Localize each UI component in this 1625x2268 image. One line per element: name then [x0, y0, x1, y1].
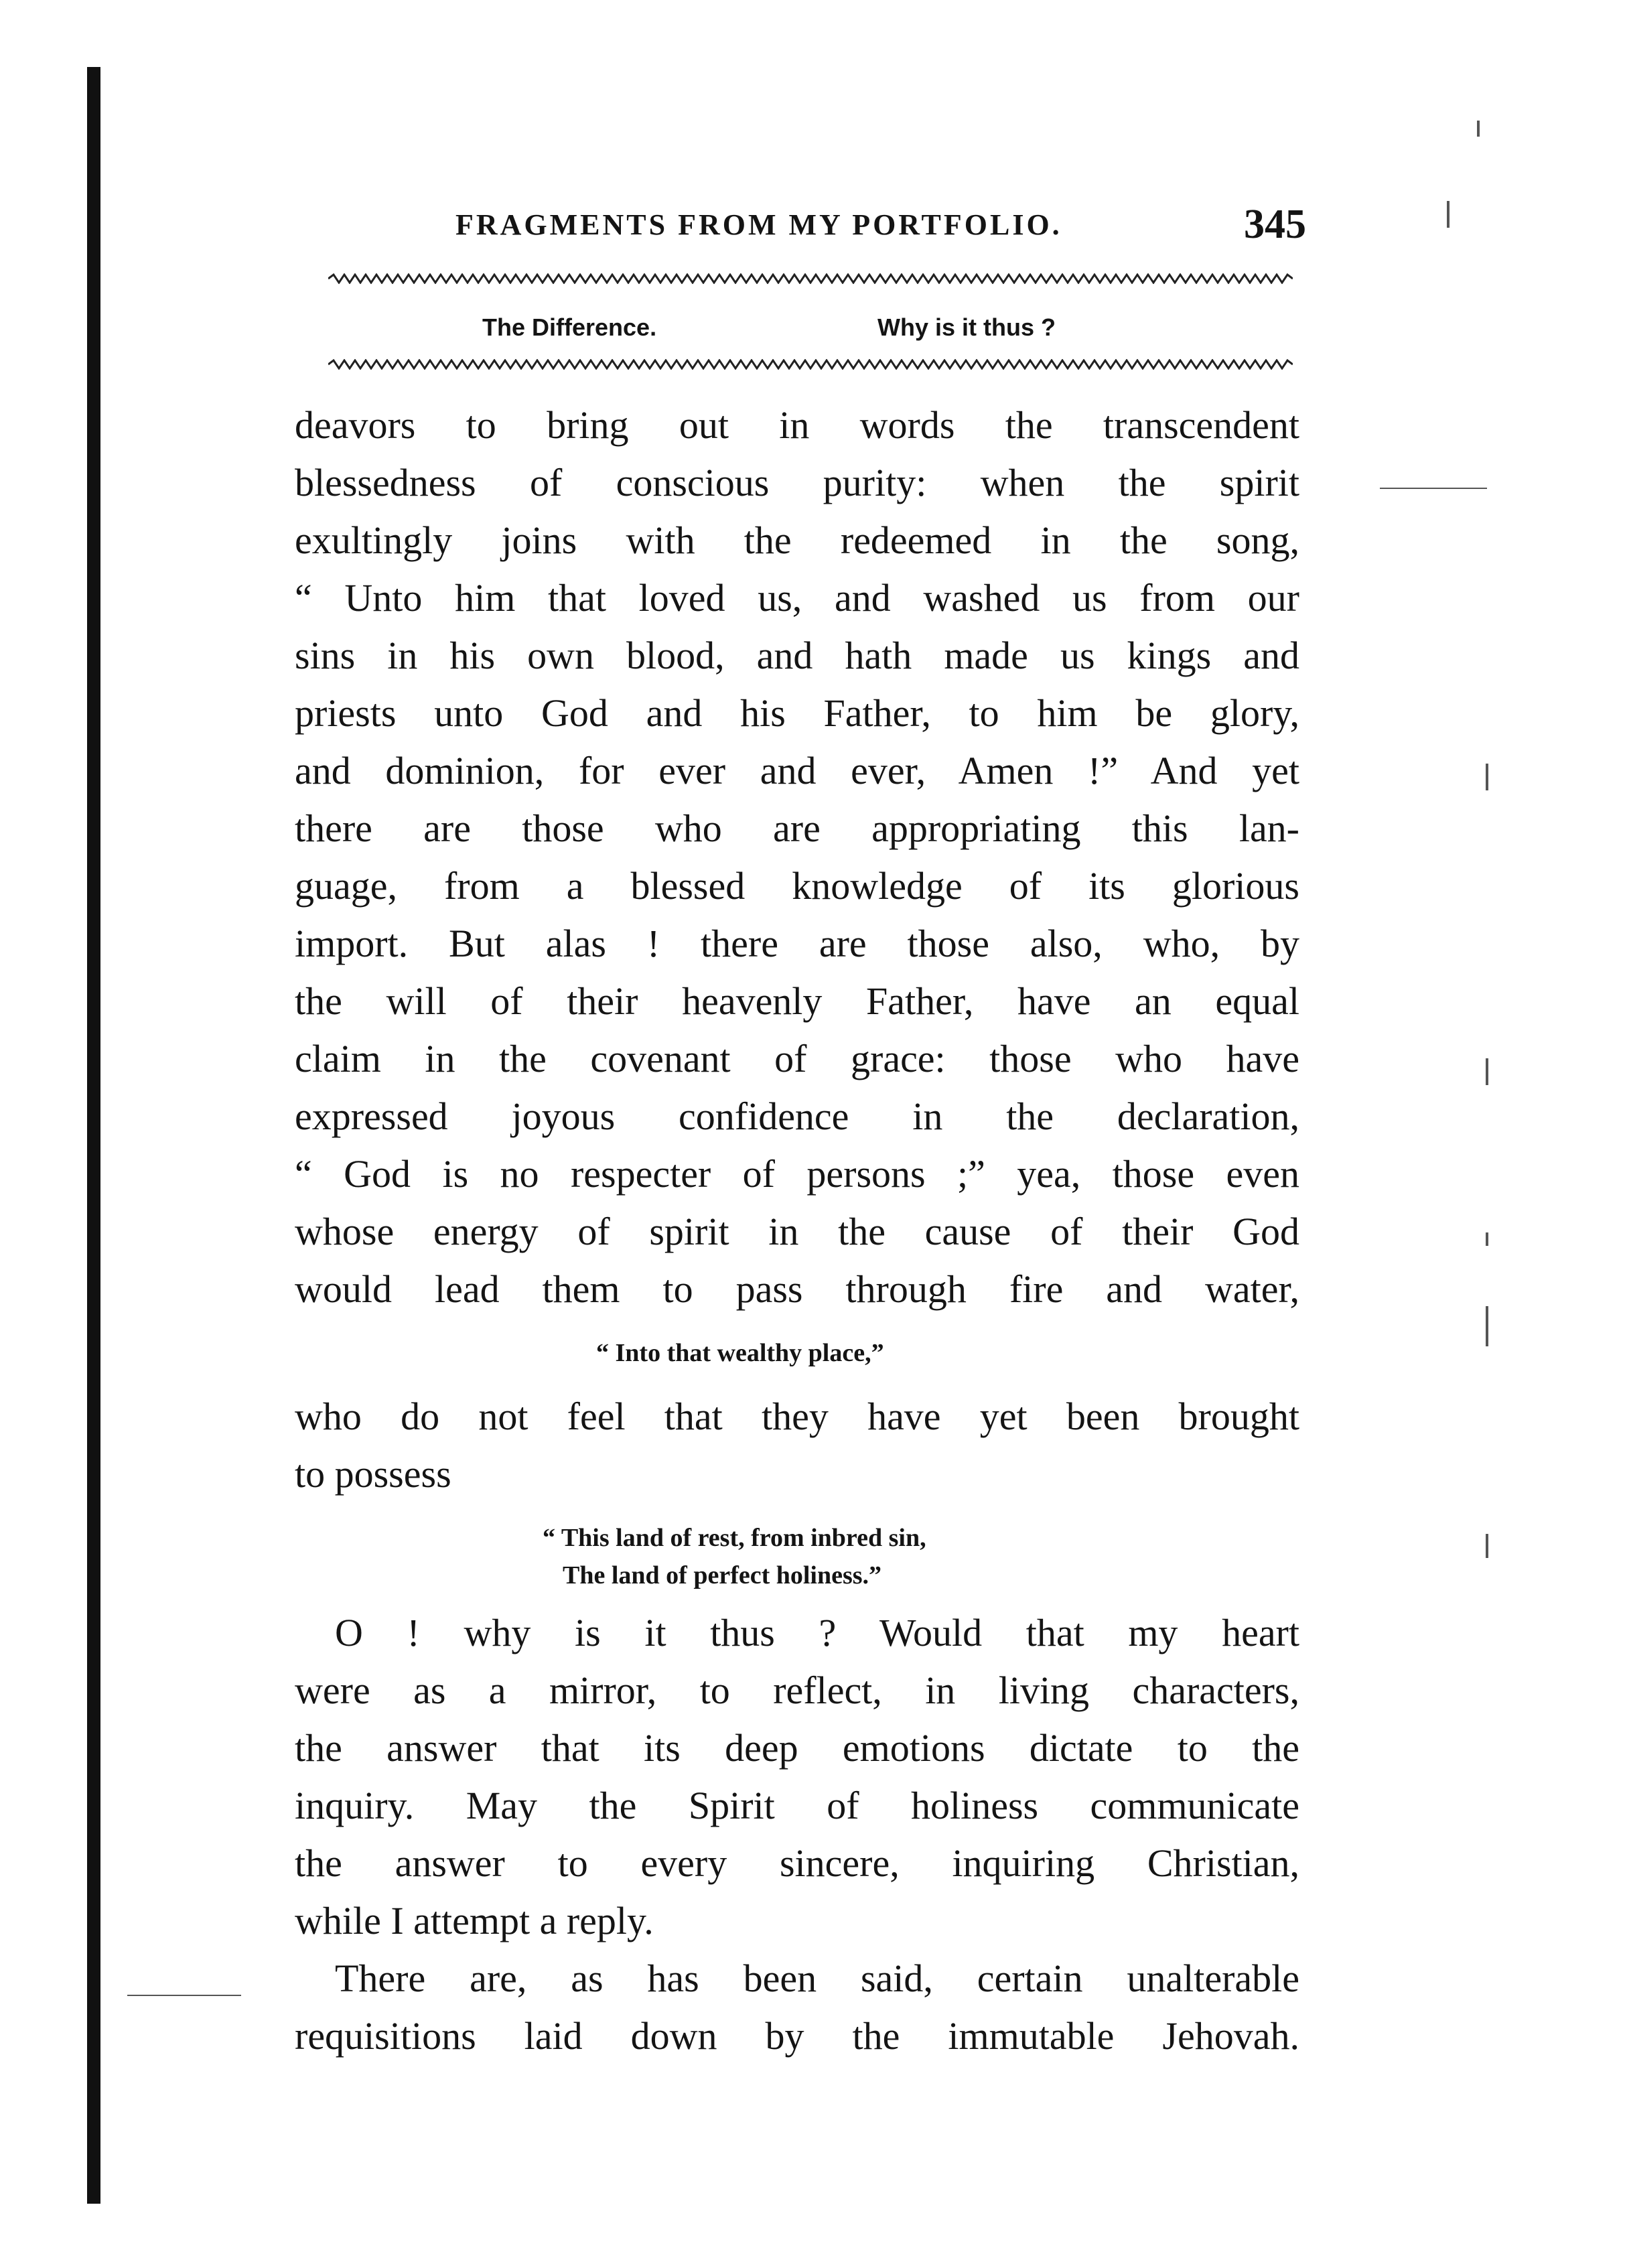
running-title: FRAGMENTS FROM MY PORTFOLIO.: [455, 208, 1062, 241]
text-line: blessedness of conscious purity: when the spirit: [295, 461, 1299, 504]
text-line: O ! why is it thus ? Would that my heart: [335, 1611, 1299, 1654]
wavy-rule-top: [328, 273, 1293, 284]
page-number: 345: [1244, 202, 1306, 247]
text-line: there are those who are appropriating this lan-: [295, 806, 1299, 850]
text-line: sins in his own blood, and hath made us kings and: [295, 634, 1299, 677]
scan-mark: [1486, 1232, 1488, 1246]
paragraph-2: [295, 1388, 1299, 1503]
text-line: claim in the covenant of grace: those who have: [295, 1037, 1299, 1080]
text-line: whose energy of spirit in the cause of their God: [295, 1210, 1299, 1253]
subheading-right: Why is it thus ?: [877, 313, 1056, 341]
text-line: priests unto God and his Father, to him be glory,: [295, 691, 1299, 735]
text-line: would lead them to pass through fire and water,: [295, 1267, 1299, 1311]
scan-mark: [1447, 201, 1450, 228]
text-line: inquiry. May the Spirit of holiness communicate: [295, 1784, 1299, 1827]
binding-edge: [87, 67, 100, 2204]
text-line: import. But alas ! there are those also, who, by: [295, 922, 1299, 965]
scan-mark: [1486, 1534, 1488, 1558]
scan-mark: [1486, 1058, 1488, 1085]
scan-mark: [1477, 121, 1480, 137]
text-line: requisitions laid down by the immutable Jehovah.: [295, 2014, 1299, 2058]
text-line: and dominion, for ever and ever, Amen !” And yet: [295, 749, 1299, 792]
scan-mark: [1380, 488, 1487, 489]
text-line: to possess: [295, 1452, 451, 1496]
text-line: the answer that its deep emotions dictate to the: [295, 1726, 1299, 1770]
text-line: while I attempt a reply.: [295, 1899, 654, 1942]
text-line: who do not feel that they have yet been brought: [295, 1395, 1299, 1438]
wavy-rule-bottom: [328, 359, 1293, 370]
text-line: the answer to every sincere, inquiring Christian,: [295, 1841, 1299, 1885]
subheading-left: The Difference.: [482, 313, 657, 341]
scan-mark: [1486, 764, 1488, 790]
scan-mark: [127, 1995, 241, 1996]
text-line: deavors to bring out in words the transcendent: [295, 403, 1299, 447]
text-line: the will of their heavenly Father, have an equal: [295, 979, 1299, 1023]
text-line: exultingly joins with the redeemed in the song,: [295, 518, 1299, 562]
text-line: “ God is no respecter of persons ;” yea, those even: [295, 1152, 1299, 1196]
paragraph-1: [295, 397, 1299, 1318]
verse-line: “ This land of rest, from inbred sin,: [543, 1524, 926, 1552]
verse-quote-2: [543, 1519, 926, 1594]
page-header: [455, 201, 1306, 248]
text-line: expressed joyous confidence in the declaration,: [295, 1094, 1299, 1138]
text-line: were as a mirror, to reflect, in living characters,: [295, 1669, 1299, 1712]
verse-quote-1: “ Into that wealthy place,”: [596, 1339, 884, 1367]
subheading-bar: [328, 308, 1293, 348]
verse-line: The land of perfect holiness.”: [563, 1561, 882, 1589]
scan-mark: [1486, 1306, 1488, 1346]
paragraph-3: [295, 1604, 1299, 1950]
text-line: guage, from a blessed knowledge of its glorious: [295, 864, 1299, 908]
paragraph-4: [295, 1950, 1299, 2065]
text-line: “ Unto him that loved us, and washed us from our: [295, 576, 1299, 620]
text-line: There are, as has been said, certain unalterable: [335, 1957, 1299, 2000]
